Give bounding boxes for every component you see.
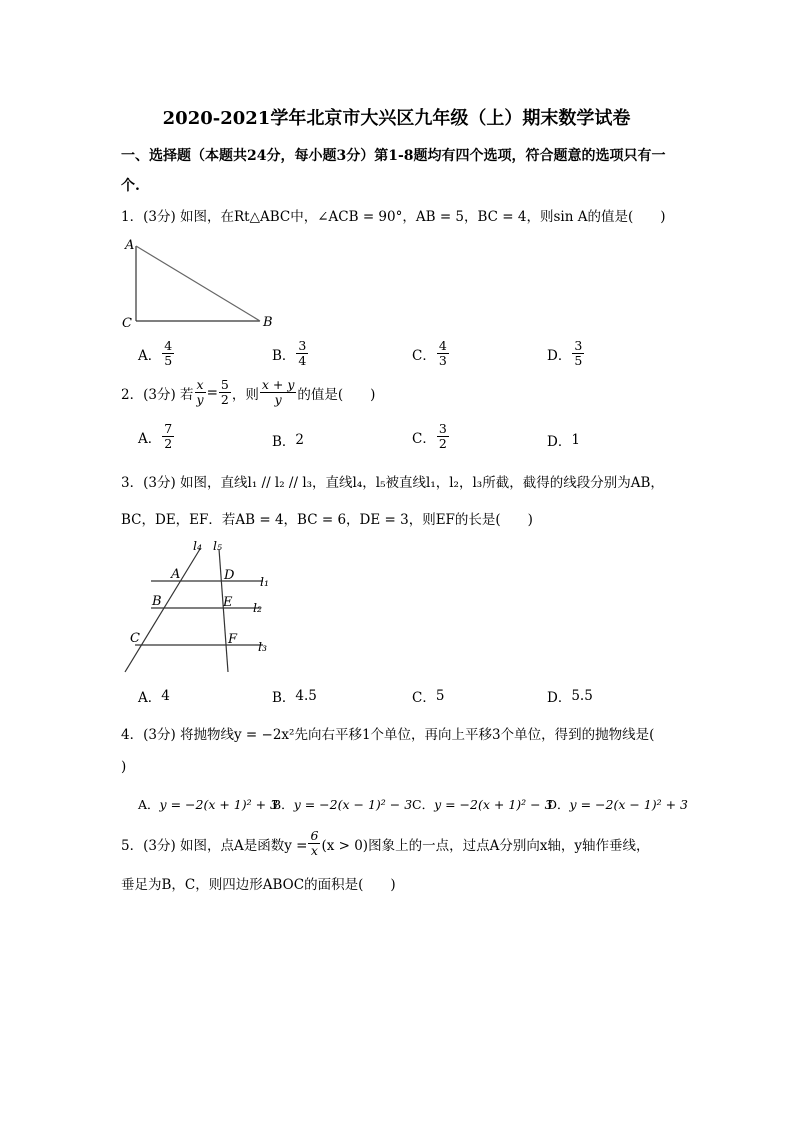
option-fraction: $\frac{4}{5}$: [164, 338, 173, 369]
fraction-x-over-y: $\frac{x}{y}$: [196, 377, 204, 408]
question-3-stem-line2: BC，DE，EF．若AB = 4，BC = 6，DE = 3，则EF的长是( ): [121, 512, 533, 528]
option-fraction: $\frac{7}{2}$: [164, 421, 173, 452]
question-2-option-c[interactable]: C． $\frac{3}{2}$: [412, 421, 447, 452]
option-label: A．: [138, 347, 162, 364]
option-fraction: $\frac{3}{4}$: [298, 338, 307, 369]
question-3-option-c[interactable]: C． 5: [412, 688, 445, 706]
vertex-label-a: A: [125, 238, 135, 253]
line-label-l4: l₄: [193, 538, 203, 553]
question-4-stem-line1: 4．(3分) 将抛物线y = −2x²先向右平移1个单位，再向上平移3个单位，得到的抛物线是(: [121, 727, 655, 743]
question-1-figure: [118, 232, 288, 332]
fraction-5-over-2: $\frac{5}{2}$: [220, 377, 229, 408]
page-title: 2020-2021学年北京市大兴区九年级（上）期末数学试卷: [162, 108, 631, 129]
vertex-label-b: B: [263, 315, 273, 330]
question-1-option-c[interactable]: [412, 339, 450, 369]
question-4-option-b[interactable]: B． y = −2(x − 1)² − 3: [272, 796, 413, 812]
question-3-stem-line1: 3．(3分) 如图，直线l₁ // l₂ // l₃，直线l₄，l₅被直线l₁，l₂，l₃所截，截得的线段分别为AB，: [121, 475, 664, 491]
question-1-option-a[interactable]: [138, 339, 175, 369]
point-label-f: F: [228, 632, 238, 647]
point-label-a: A: [171, 567, 181, 582]
line-label-l1: l₁: [260, 574, 270, 589]
question-3-figure: [115, 535, 285, 675]
question-5-stem-line2: 垂足为B，C，则四边形ABOC的面积是( ): [121, 877, 396, 893]
option-label: B．: [272, 347, 296, 364]
question-5-stem-line1: 5．(3分) 如图，点A是函数y = $\frac{6}{x}$ (x > 0)图象上的一点，过点A分别向x轴，y轴作垂线，: [121, 828, 650, 859]
section-heading-continued: 个.: [121, 178, 140, 194]
question-2-option-b[interactable]: B． 2: [272, 432, 305, 450]
point-label-b: B: [152, 594, 162, 609]
question-1-option-b[interactable]: [272, 339, 309, 369]
question-1-stem: 1．(3分) 如图，在Rt△ABC中，∠ACB = 90°，AB = 5，BC = 4，则sin A的值是( ): [121, 209, 666, 225]
point-label-c: C: [130, 631, 140, 646]
line-label-l3: l₃: [258, 639, 268, 654]
fraction-xy-over-y: $\frac{x + y}{y}$: [261, 377, 295, 408]
question-1-option-d[interactable]: [547, 339, 585, 369]
question-4-stem-line2: ): [121, 759, 127, 775]
point-label-e: E: [223, 595, 233, 610]
option-fraction: $\frac{3}{2}$: [438, 421, 447, 452]
point-label-d: D: [224, 568, 235, 583]
question-4-option-c[interactable]: C． y = −2(x + 1)² − 3: [412, 796, 553, 812]
question-2-option-a[interactable]: A． $\frac{7}{2}$: [138, 421, 173, 452]
question-2-stem: 2．(3分) 若 $\frac{x}{y}$ = $\frac{5}{2}$ ，则 $\frac{x + y}{y}$ 的值是( ): [121, 377, 376, 408]
question-2-option-d[interactable]: D． 1: [547, 432, 580, 450]
fraction-6-over-x: $\frac{6}{x}$: [310, 828, 319, 859]
question-3-option-b[interactable]: B． 4.5: [272, 688, 317, 706]
question-4-option-d[interactable]: D． y = −2(x − 1)² + 3: [547, 796, 689, 812]
option-label: D．: [547, 347, 572, 364]
section-heading: 一、选择题（本题共24分，每小题3分）第1-8题均有四个选项，符合题意的选项只有一: [121, 148, 666, 164]
question-4-option-a[interactable]: A． y = −2(x + 1)² + 3: [138, 796, 279, 812]
line-label-l5: l₅: [213, 538, 223, 553]
question-3-option-a[interactable]: A． 4: [138, 688, 170, 706]
option-label: C．: [412, 347, 436, 364]
vertex-label-c: C: [122, 316, 132, 331]
option-fraction: $\frac{3}{5}$: [574, 338, 583, 369]
question-3-option-d[interactable]: D． 5.5: [547, 688, 593, 706]
line-label-l2: l₂: [253, 600, 263, 615]
option-fraction: $\frac{4}{3}$: [438, 338, 447, 369]
